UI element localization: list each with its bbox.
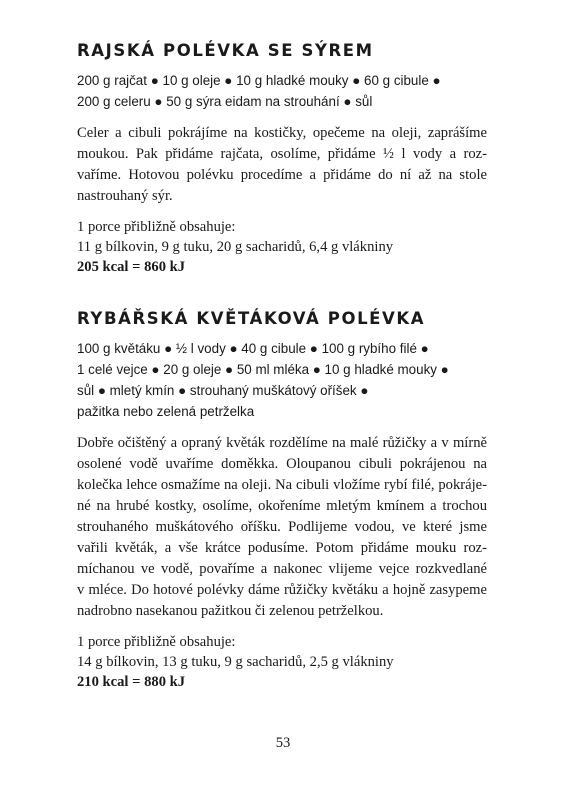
instructions-line: v mléce. Do hotové polévky dáme růžičky květáku a hojně zasypeme [77,582,487,598]
instructions-line: vařili květák, a vše krátce podusíme. Potom přidáme mouku roz- [77,540,487,556]
ingredients-line: 1 celé vejce ● 20 g oleje ● 50 ml mléka ● 10 g hladké mouky ● [77,362,449,377]
instructions-line: míchanou ve vodě, povaříme a nakonec vlijeme vejce rozkvedlané [77,561,487,577]
instructions-paragraph [77,123,487,207]
instructions-paragraph [77,433,487,622]
instructions-line: nastrouhaný sýr. [77,188,173,204]
ingredients-line: 200 g celeru ● 50 g sýra eidam na strouhání ● sůl [77,94,373,109]
recipe-rajska-polevka [77,40,487,277]
instructions-line: moukou. Pak přidáme rajčata, osolíme, přidáme ½ l vody a roz- [77,146,487,162]
recipe-title: RYBÁŘSKÁ KVĚTÁKOVÁ POLÉVKA [77,309,426,328]
ingredients-line: 200 g rajčat ● 10 g oleje ● 10 g hladké mouky ● 60 g cibule ● [77,73,441,88]
page-number: 53 [275,735,291,751]
recipe-rybarska-kvetakova-polevka [77,308,487,692]
instructions-line: nadrobno nasekanou pažitkou či zelenou petrželkou. [77,603,384,619]
nutrition-label: 1 porce přibližně obsahuje: [77,634,236,650]
instructions-line: kolečka lehce osmažíme na oleji. Na cibuli vložíme rybí filé, pokrájе- [77,477,487,493]
instructions-line: vaříme. Hotovou polévku procedíme a přidáme do ní až na stole [77,167,487,183]
energy-value: 210 kcal = 880 kJ [77,674,186,690]
recipe-title: RAJSKÁ POLÉVKA SE SÝREM [77,41,374,60]
nutrition-values: 11 g bílkovin, 9 g tuku, 20 g sacharidů, 6,4 g vlákniny [77,239,394,255]
nutrition-label: 1 porce přibližně obsahuje: [77,219,236,235]
ingredients-line: 100 g květáku ● ½ l vody ● 40 g cibule ● 100 g rybího filé ● [77,341,429,356]
instructions-line: Celer a cibuli pokrájíme na kostičky, opečeme na oleji, zaprášíme [77,125,487,141]
ingredients-line: pažitka nebo zelená petrželka [77,404,255,419]
ingredients-list [77,70,487,112]
instructions-line: né na hrubé kostky, osolíme, okořeníme mletým kmínem a trochou [77,498,487,514]
nutrition-values: 14 g bílkovin, 13 g tuku, 9 g sacharidů, 2,5 g vlákniny [77,654,394,670]
instructions-line: strouhaného muškátového oříšku. Podlijeme vodou, ve které jsme [77,519,487,535]
instructions-line: osolené vodě uvaříme doměkka. Oloupanou cibuli pokrájenou na [77,456,487,472]
instructions-line: Dobře očištěný a opraný květák rozdělíme na malé růžičky a v mírně [77,435,487,451]
ingredients-line: sůl ● mletý kmín ● strouhaný muškátový oříšek ● [77,383,369,398]
ingredients-list [77,338,487,422]
nutrition-info [77,217,487,277]
nutrition-info [77,632,487,692]
energy-value: 205 kcal = 860 kJ [77,259,186,275]
